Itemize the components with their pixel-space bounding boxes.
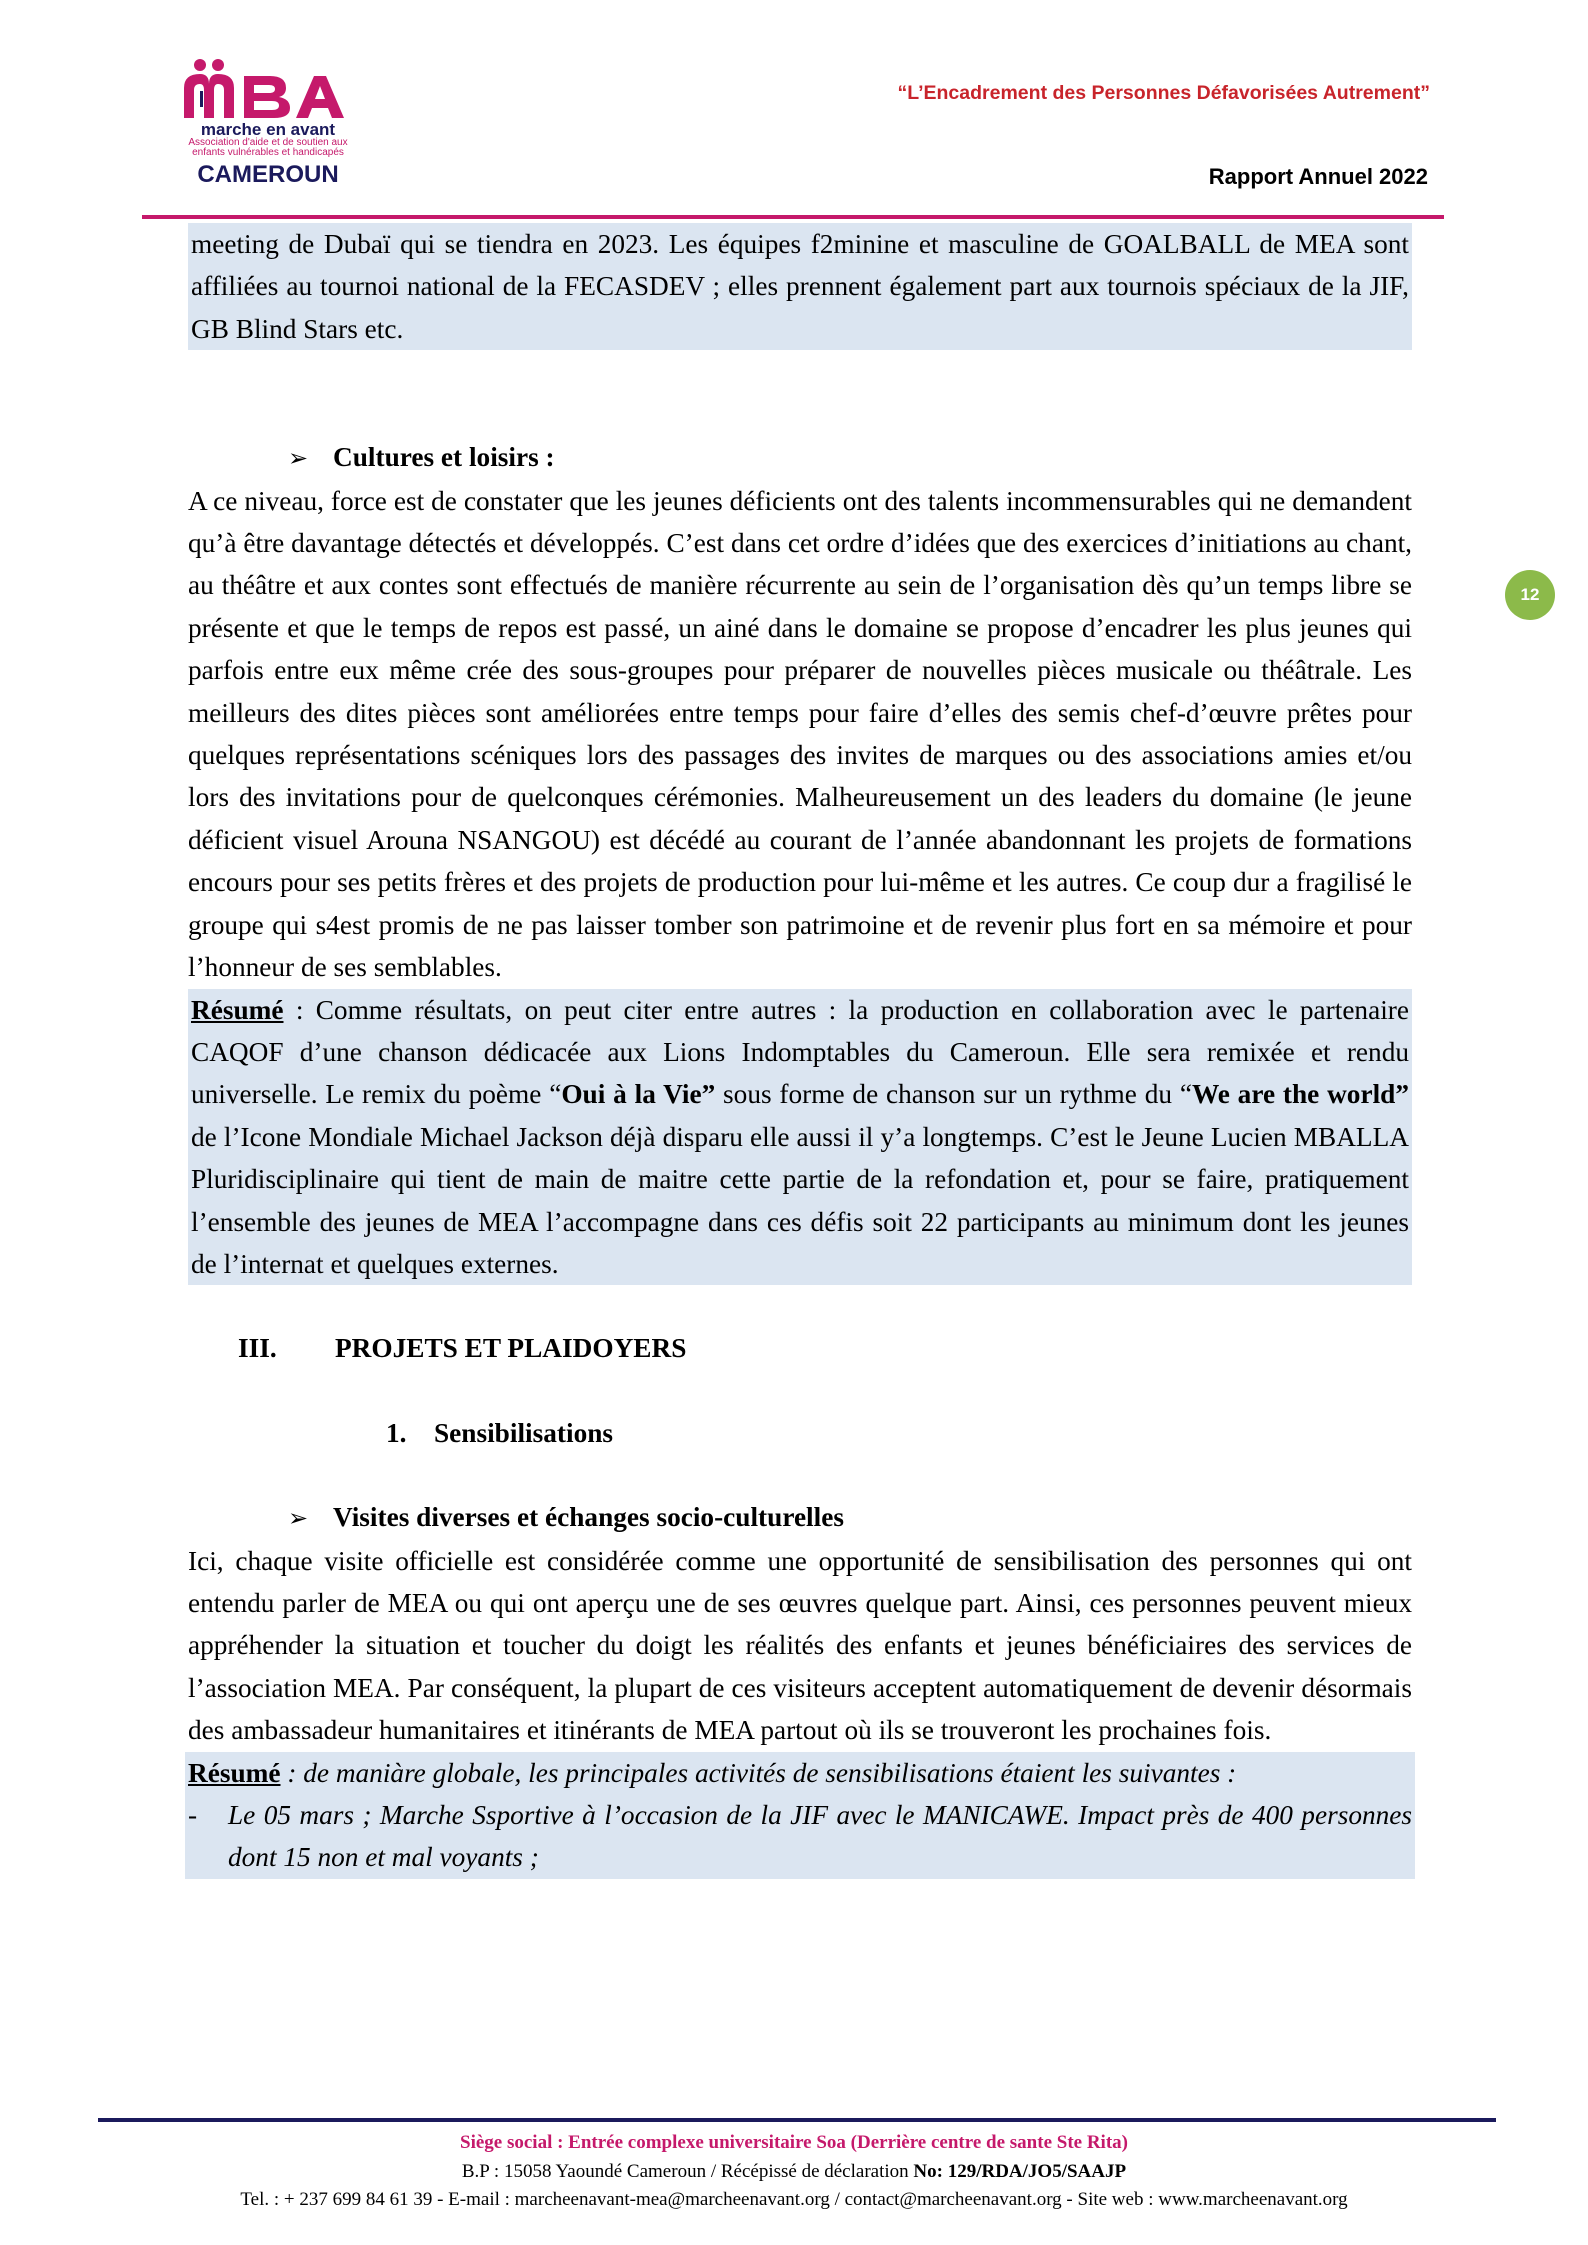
footer-divider (98, 2118, 1496, 2122)
visits-heading-text: Visites diverses et échanges socio-culturelles (333, 1502, 844, 1533)
footer-registration-number: No: 129/RDA/JO5/SAAJP (913, 2161, 1127, 2182)
summary-1-text-c: de l’Icone Mondiale Michael Jackson déjà disparu elle aussi il y’a longtemps. C’est le Jeune Lucien MBALLA Pluridisciplinaire qui tient de main de maitre cette partie de la refondation et, pour se faire, pratiquement l’ensemble des jeunes de MEA l’accompagne dans ces défis soit 22 participants au minimum dont les jeunes de l’internat et quelques externes. (191, 1121, 1409, 1279)
header-divider (142, 215, 1444, 219)
footer-contacts: Tel. : + 237 699 84 61 39 - E-mail : marcheenavant-mea@marcheenavant.org / contact@marcheenavant.org - Site web : www.marcheenavant.org (240, 2189, 1348, 2210)
subsection-title: Sensibilisations (434, 1417, 614, 1448)
summary-1-bold-b: We are the world” (1191, 1079, 1409, 1110)
mea-logo-mark-icon (178, 58, 358, 120)
header-slogan: “L’Encadrement des Personnes Défavorisées Autrement” (897, 82, 1430, 104)
culture-paragraph: A ce niveau, force est de constater que les jeunes déficients ont des talents incommensurables qui ne demandent qu’à être davantage détectés et développés. C’est dans cet ordre d’idées que des exercices d’initiations au chant, au théâtre et aux contes sont effectués de manière récurrente au sein de l’organisation dès qu’un temps libre se présente et que le temps de repos est passé, un ainé dans le domaine se propose d’encadrer les plus jeunes qui parfois entre eux même crée des sous-groupes pour préparer de nouvelles pièces musicale ou théâtrale. Les meilleurs des dites pièces sont améliorées entre temps pour faire d’elles des semis chef-d’œuvre prêtes pour quelques représentations scéniques lors des passages des invites de marques ou des associations amies et/ou lors des invitations pour de quelconques cérémonies. Malheureusement un des leaders du domaine (le jeune déficient visuel Arouna NSANGOU) est décédé au courant de l’année abandonnant les projets de formations encours pour ses petits frères et des projets de production pour lui-même et les autres. Ce coup dur a fragilisé le groupe qui s4est promis de ne pas laisser tomber son patrimoine et de revenir plus fort en sa mémoire et pour l’honneur de ses semblables. (188, 485, 1412, 983)
section-heading (238, 1327, 1412, 1369)
report-title: Rapport Annuel 2022 (1208, 164, 1428, 189)
section-title: PROJETS ET PLAIDOYERS (335, 1333, 687, 1364)
intro-paragraph: meeting de Dubaï qui se tiendra en 2023. Les équipes f2minine et masculine de GOALBALL de MEA sont affiliées au tournoi national de la FECASDEV ; elles prennent également part aux tournois spéciaux de la JIF, GB Blind Stars etc. (188, 223, 1412, 350)
summary-2-intro (188, 1752, 1412, 1794)
arrow-bullet-icon: ➢ (288, 1504, 309, 1533)
summary-1-bold-a: Oui à la Vie” (561, 1079, 716, 1110)
arrow-bullet-icon: ➢ (288, 444, 309, 473)
summary-1-text-b: sous forme de chanson sur un rythme du “ (715, 1079, 1192, 1110)
list-item-text: Le 05 mars ; Marche Ssportive à l’occasion de la JIF avec le MANICAWE. Impact près de 400 personnes dont 15 non et mal voyants ; (228, 1800, 1412, 1873)
summary-2-label: Résumé (188, 1757, 281, 1788)
subsection-number: 1. (386, 1417, 407, 1448)
visits-heading (288, 1496, 1412, 1539)
summary-2 (185, 1752, 1415, 1879)
list-item (188, 1794, 1412, 1879)
logo-tagline: Association d'aide et de soutien aux enfants vulnérables et handicapés (188, 137, 348, 158)
summary-1 (188, 989, 1412, 1286)
summary-1-text-a: : Comme résultats, on peut citer entre autres : la production en collaboration avec le partenaire CAQOF d’une chanson dédicacée aux Lions Indomptables du Cameroun. Elle sera remixée et rendu universelle. Le remix du poème “ (191, 994, 1409, 1110)
footer-registration (0, 2161, 1588, 2183)
footer-address: Siège social : Entrée complexe universitaire Soa (Derrière centre de sante Ste Rita) (460, 2132, 1128, 2153)
culture-heading-text: Cultures et loisirs : (333, 442, 555, 473)
visits-paragraph: Ici, chaque visite officielle est considérée comme une opportunité de sensibilisation des personnes qui ont entendu parler de MEA ou qui ont aperçu une de ses œuvres quelque part. Ainsi, ces personnes peuvent mieux appréhender la situation et toucher du doigt les réalités des enfants et jeunes bénéficiaires des services de l’association MEA. Par conséquent, la plupart de ces visiteurs acceptent automatiquement de devenir désormais des ambassadeur humanitaires et itinérants de MEA partout où ils se trouveront les prochaines fois. (188, 1545, 1412, 1746)
summary-2-text: : de maniàre globale, les principales activités de sensibilisations étaient les suivantes : (280, 1757, 1237, 1788)
footer-registration-text: B.P : 15058 Yaoundé Cameroun / Récépissé de déclaration (461, 2161, 914, 2182)
logo-brand-name: marche en avant (200, 120, 336, 139)
logo-country: CAMEROUN (197, 161, 339, 188)
culture-heading (288, 436, 1412, 479)
page-number-badge: 12 (1505, 570, 1555, 620)
mea-logo (178, 58, 378, 188)
subsection-heading (386, 1412, 1412, 1454)
summary-1-label: Résumé (191, 994, 284, 1025)
list-dash: - (188, 1800, 198, 1830)
section-number: III. (238, 1333, 277, 1364)
page-content (188, 223, 1412, 1879)
